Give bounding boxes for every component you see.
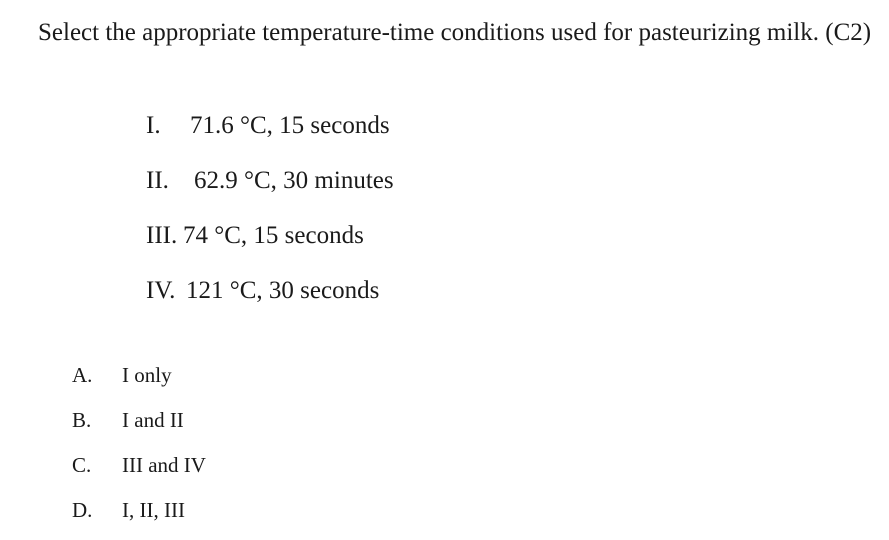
answer-option-d[interactable]	[72, 495, 206, 540]
option-letter: D.	[72, 498, 93, 522]
option-text: I only	[122, 363, 172, 387]
option-text: I, II, III	[122, 498, 185, 522]
statement-text: 121 °C, 30 seconds	[186, 277, 380, 304]
statement-item	[146, 218, 394, 273]
question-text: Select the appropriate temperature-time conditions used for pasteurizing milk. (C2)	[38, 19, 872, 46]
statement-numeral: IV.	[146, 277, 176, 304]
answer-option-a[interactable]	[72, 360, 206, 405]
option-letter: C.	[72, 453, 92, 477]
statement-text: 71.6 °C, 15 seconds	[190, 112, 390, 139]
statement-numeral: I.	[146, 112, 161, 139]
option-text: I and II	[122, 408, 184, 432]
statement-item	[146, 273, 394, 328]
option-letter: A.	[72, 363, 93, 387]
statement-item	[146, 108, 394, 163]
answer-options	[72, 360, 206, 540]
option-text: III and IV	[122, 453, 206, 477]
answer-option-c[interactable]	[72, 450, 206, 495]
statement-text: 74 °C, 15 seconds	[183, 222, 364, 249]
statement-text: 62.9 °C, 30 minutes	[194, 167, 394, 194]
option-letter: B.	[72, 408, 92, 432]
statement-numeral: II.	[146, 167, 169, 194]
statement-numeral: III.	[146, 222, 178, 249]
statement-list	[146, 108, 394, 328]
answer-option-b[interactable]	[72, 405, 206, 450]
statement-item	[146, 163, 394, 218]
